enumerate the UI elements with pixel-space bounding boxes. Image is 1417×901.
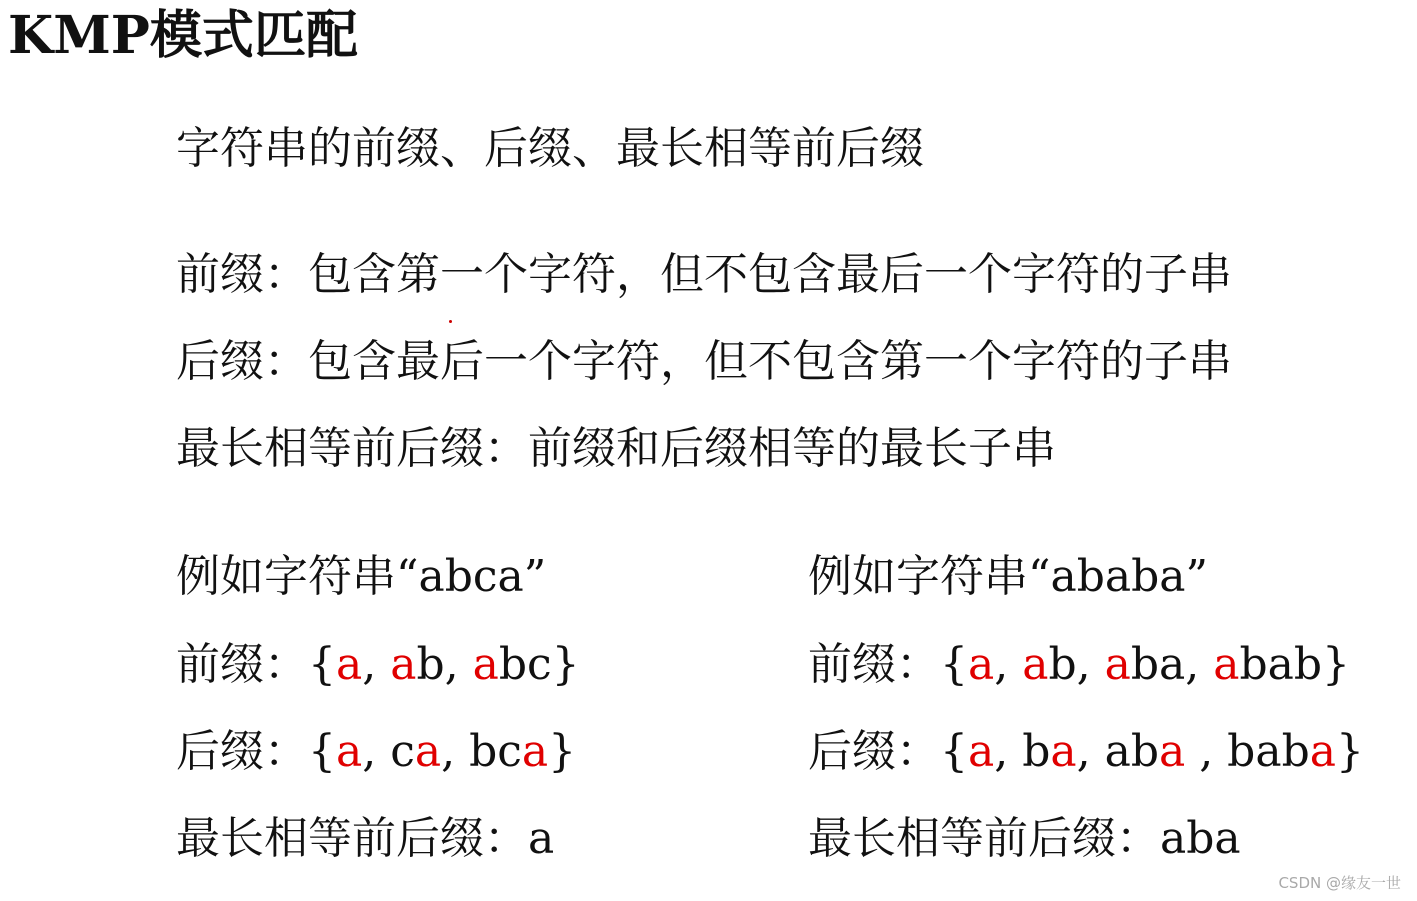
highlight-char: a [390, 639, 417, 690]
example2-longest-row [808, 810, 1241, 868]
highlight-char: a [1050, 726, 1077, 777]
example1-prefix-row [176, 636, 580, 694]
set-text: { [308, 726, 336, 777]
set-text: , [994, 639, 1023, 690]
set-text: } [548, 726, 577, 777]
definition-longest: 最长相等前后缀：前缀和后缀相等的最长子串 [176, 423, 1056, 474]
example1-longest-value: a [528, 813, 555, 864]
highlight-char: a [968, 639, 995, 690]
set-text: , c [362, 726, 415, 777]
example1-prefix-label: 前缀： [176, 639, 308, 690]
highlight-char: a [1158, 726, 1186, 777]
example2-suffix-row [808, 723, 1364, 781]
highlight-char: a [472, 639, 499, 690]
example1-suffix-set [308, 726, 576, 777]
highlight-char: a [968, 726, 995, 777]
set-text: b, [416, 639, 473, 690]
highlight-char: a [1022, 639, 1049, 690]
set-text: bc} [498, 639, 580, 690]
highlight-char: a [1213, 639, 1240, 690]
set-text: { [940, 639, 968, 690]
set-text: b, [1048, 639, 1105, 690]
example1-longest-label: 最长相等前后缀： [176, 813, 528, 864]
set-text: bab} [1239, 639, 1350, 690]
stray-mark [449, 320, 452, 323]
set-text: , b [994, 726, 1051, 777]
set-text: , bab [1185, 726, 1310, 777]
definition-prefix: 前缀：包含第一个字符，但不包含最后一个字符的子串 [176, 249, 1232, 300]
set-text: , bc [441, 726, 522, 777]
example1-suffix-row [176, 723, 576, 781]
set-text: } [1335, 726, 1364, 777]
section-subtitle: 字符串的前缀、后缀、最长相等前后缀 [176, 123, 924, 174]
example2-prefix-label: 前缀： [808, 639, 940, 690]
set-text: , ab [1076, 726, 1159, 777]
example1-suffix-label: 后缀： [176, 726, 308, 777]
set-text: { [940, 726, 968, 777]
example1-heading: 例如字符串“abca” [176, 551, 547, 602]
example2-prefix-row [808, 636, 1350, 694]
example2-longest-label: 最长相等前后缀： [808, 813, 1160, 864]
example2-heading: 例如字符串“ababa” [808, 551, 1209, 602]
highlight-char: a [1309, 726, 1336, 777]
page-title: KMP模式匹配 [8, 5, 358, 66]
set-text: ba, [1130, 639, 1214, 690]
set-text: { [308, 639, 336, 690]
highlight-char: a [336, 726, 363, 777]
highlight-char: a [414, 726, 442, 777]
watermark: CSDN @缘友一世 [1278, 874, 1401, 892]
definition-suffix: 后缀：包含最后一个字符，但不包含第一个字符的子串 [176, 336, 1232, 387]
highlight-char: a [336, 639, 363, 690]
example1-longest-row [176, 810, 554, 868]
example2-suffix-label: 后缀： [808, 726, 940, 777]
set-text: , [362, 639, 391, 690]
highlight-char: a [521, 726, 549, 777]
highlight-char: a [1104, 639, 1131, 690]
example1-prefix-set [308, 639, 580, 690]
example2-suffix-set [940, 726, 1364, 777]
example2-prefix-set [940, 639, 1350, 690]
example2-longest-value: aba [1160, 813, 1241, 864]
